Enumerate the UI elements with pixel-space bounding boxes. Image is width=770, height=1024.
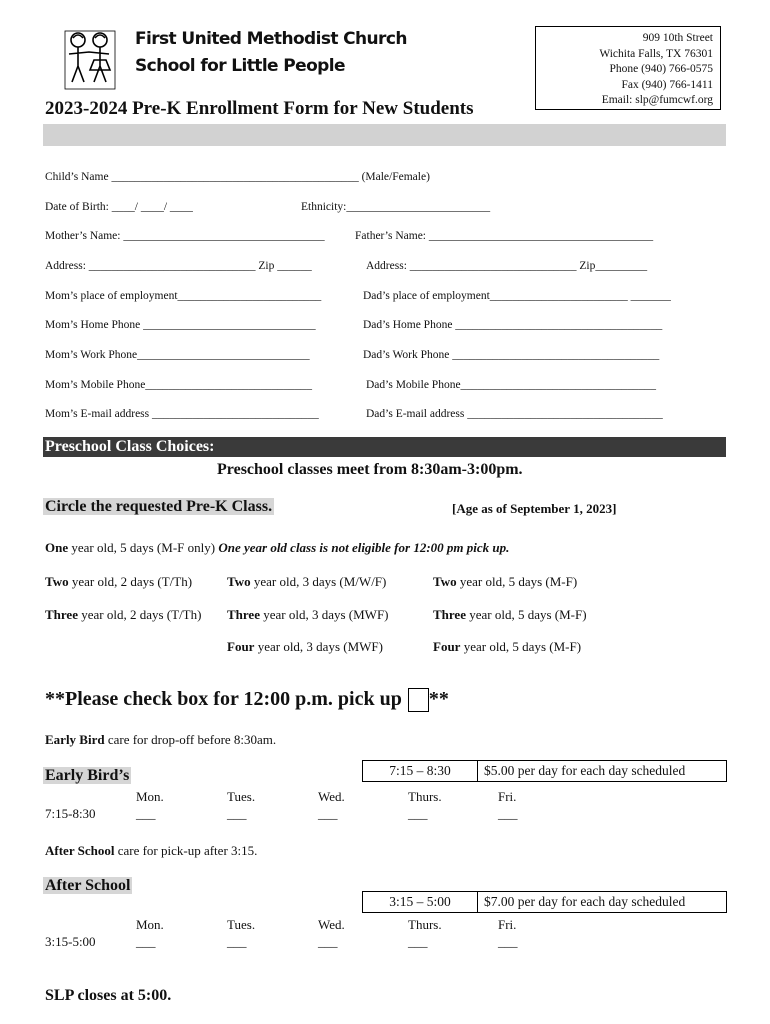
class-option-text: year old, 2 days (T/Th) (77, 607, 202, 622)
class-age-label: Two (227, 574, 251, 589)
early-bird-time-cell: 7:15 – 8:30 (363, 761, 478, 782)
early-bird-rate-cell: $5.00 per day for each day scheduled (478, 761, 727, 782)
circle-class-label: Circle the requested Pre-K Class. (45, 498, 273, 515)
class-option-two-2days[interactable] (45, 574, 192, 590)
after-school-day-tues: Tues. (227, 917, 256, 932)
mom-home-phone-field[interactable]: Mom’s Home Phone ______________________________ (45, 319, 316, 331)
early-bird-rate-table (362, 760, 727, 782)
dad-home-phone-field[interactable]: Dad’s Home Phone ____________________________________ (363, 319, 663, 331)
noon-pickup-row (45, 688, 449, 712)
early-bird-blank-mon[interactable]: ___ (136, 806, 156, 821)
father-name-field[interactable]: Father’s Name: _______________________________________ (355, 230, 654, 242)
class-option-two-5days[interactable] (433, 574, 577, 590)
mom-work-phone-field[interactable]: Mom’s Work Phone______________________________ (45, 349, 310, 361)
class-option-text: year old, 5 days (M-F) (465, 607, 587, 622)
after-school-day-fri: Fri. (498, 917, 517, 932)
noon-pickup-label: **Please check box for 12:00 p.m. pick up (45, 688, 402, 710)
early-bird-intro (45, 732, 276, 748)
after-school-blank-thurs[interactable]: ___ (408, 934, 428, 949)
ethnicity-field[interactable]: Ethnicity:_________________________ (301, 201, 491, 213)
early-bird-day-wed: Wed. (318, 789, 345, 804)
dob-field[interactable]: Date of Birth: ____/ ____/ ____ (45, 201, 193, 213)
dad-email-field[interactable]: Dad’s E-mail address __________________________________ (366, 408, 663, 420)
class-option-four-3days[interactable] (227, 639, 383, 655)
early-bird-intro-text: care for drop-off before 8:30am. (104, 732, 277, 747)
mother-address-field[interactable]: Address: _____________________________ Zip ______ (45, 260, 312, 272)
early-bird-blank-wed[interactable]: ___ (318, 806, 338, 821)
after-school-blank-wed[interactable]: ___ (318, 934, 338, 949)
after-school-blank-mon[interactable]: ___ (136, 934, 156, 949)
after-school-day-wed: Wed. (318, 917, 345, 932)
school-name: School for Little People (135, 56, 345, 76)
class-option-text: year old, 5 days (M-F) (456, 574, 578, 589)
after-school-intro-text: care for pick-up after 3:15. (114, 843, 258, 858)
class-option-four-5days[interactable] (433, 639, 581, 655)
class-age-label: Two (433, 574, 457, 589)
header-divider-bar (43, 124, 726, 146)
after-school-intro-label: After School (45, 843, 115, 858)
church-name: First United Methodist Church (135, 29, 407, 49)
after-school-rate-table (362, 891, 727, 913)
after-school-intro (45, 843, 257, 859)
father-address-field[interactable]: Address: _____________________________ Zip_________ (366, 260, 648, 272)
contact-box (535, 26, 721, 110)
phone-number: Phone (940) 766-0575 (609, 63, 713, 75)
early-bird-intro-label: Early Bird (45, 732, 105, 747)
age-note: [Age as of September 1, 2023] (452, 501, 617, 516)
closing-time-note: SLP closes at 5:00. (45, 987, 172, 1004)
class-option-text: year old, 3 days (M/W/F) (250, 574, 387, 589)
children-logo (64, 30, 116, 90)
dad-work-phone-field[interactable]: Dad’s Work Phone ____________________________________ (363, 349, 660, 361)
mom-employment-field[interactable]: Mom’s place of employment_________________________ (45, 290, 322, 302)
preschool-section-header: Preschool Class Choices: (43, 437, 726, 457)
class-option-text: year old, 2 days (T/Th) (68, 574, 193, 589)
class-option-three-2days[interactable] (45, 607, 201, 623)
after-school-rate-cell: $7.00 per day for each day scheduled (478, 892, 727, 913)
after-school-heading: After School (45, 877, 131, 894)
noon-pickup-suffix: ** (428, 688, 449, 710)
after-school-time-cell: 3:15 – 5:00 (363, 892, 478, 913)
form-title: 2023-2024 Pre-K Enrollment Form for New Students (45, 98, 474, 119)
early-bird-day-thurs: Thurs. (408, 789, 442, 804)
class-age-label: Two (45, 574, 69, 589)
early-bird-blank-tues[interactable]: ___ (227, 806, 247, 821)
class-option-text: year old, 5 days (M-F only) (68, 540, 219, 555)
class-option-three-3days[interactable] (227, 607, 389, 623)
after-school-day-thurs: Thurs. (408, 917, 442, 932)
class-option-two-3days[interactable] (227, 574, 386, 590)
child-name-field[interactable]: Child’s Name ___________________________________________ (Male/Female) (45, 171, 430, 183)
class-age-label: Three (45, 607, 78, 622)
after-school-day-mon: Mon. (136, 917, 164, 932)
dad-employment-field[interactable]: Dad’s place of employment________________________ _______ (363, 290, 671, 302)
class-option-three-5days[interactable] (433, 607, 587, 623)
class-option-text: year old, 5 days (M-F) (460, 639, 582, 654)
class-age-label: Three (227, 607, 260, 622)
class-age-label: Four (227, 639, 255, 654)
class-age-label: One (45, 540, 69, 555)
dad-mobile-phone-field[interactable]: Dad’s Mobile Phone__________________________________ (366, 379, 657, 391)
early-bird-day-tues: Tues. (227, 789, 256, 804)
class-age-label: Four (433, 639, 461, 654)
early-bird-heading: Early Bird’s (45, 767, 130, 784)
noon-pickup-checkbox[interactable] (408, 688, 429, 712)
address-city: Wichita Falls, TX 76301 (599, 47, 713, 60)
after-school-blank-tues[interactable]: ___ (227, 934, 247, 949)
address-street: 909 10th Street (642, 32, 713, 44)
email-address: Email: slp@fumcwf.org (601, 94, 713, 106)
class-option-text: year old, 3 days (MWF) (254, 639, 383, 654)
fax-number: Fax (940) 766-1411 (621, 78, 713, 91)
mother-name-field[interactable]: Mother’s Name: ___________________________________ (45, 230, 325, 242)
one-year-pickup-note: One year old class is not eligible for 12:00 pm pick up. (218, 540, 510, 555)
after-school-time-label: 3:15-5:00 (45, 934, 96, 949)
early-bird-day-fri: Fri. (498, 789, 517, 804)
after-school-blank-fri[interactable]: ___ (498, 934, 518, 949)
class-option-text: year old, 3 days (MWF) (259, 607, 389, 622)
class-hours-note: Preschool classes meet from 8:30am-3:00pm. (217, 461, 523, 478)
mom-email-field[interactable]: Mom’s E-mail address _____________________________ (45, 408, 319, 420)
class-age-label: Three (433, 607, 466, 622)
class-option-one-year[interactable] (45, 540, 509, 556)
early-bird-time-label: 7:15-8:30 (45, 806, 96, 821)
mom-mobile-phone-field[interactable]: Mom’s Mobile Phone_____________________________ (45, 379, 313, 391)
early-bird-blank-fri[interactable]: ___ (498, 806, 518, 821)
early-bird-day-mon: Mon. (136, 789, 164, 804)
early-bird-blank-thurs[interactable]: ___ (408, 806, 428, 821)
